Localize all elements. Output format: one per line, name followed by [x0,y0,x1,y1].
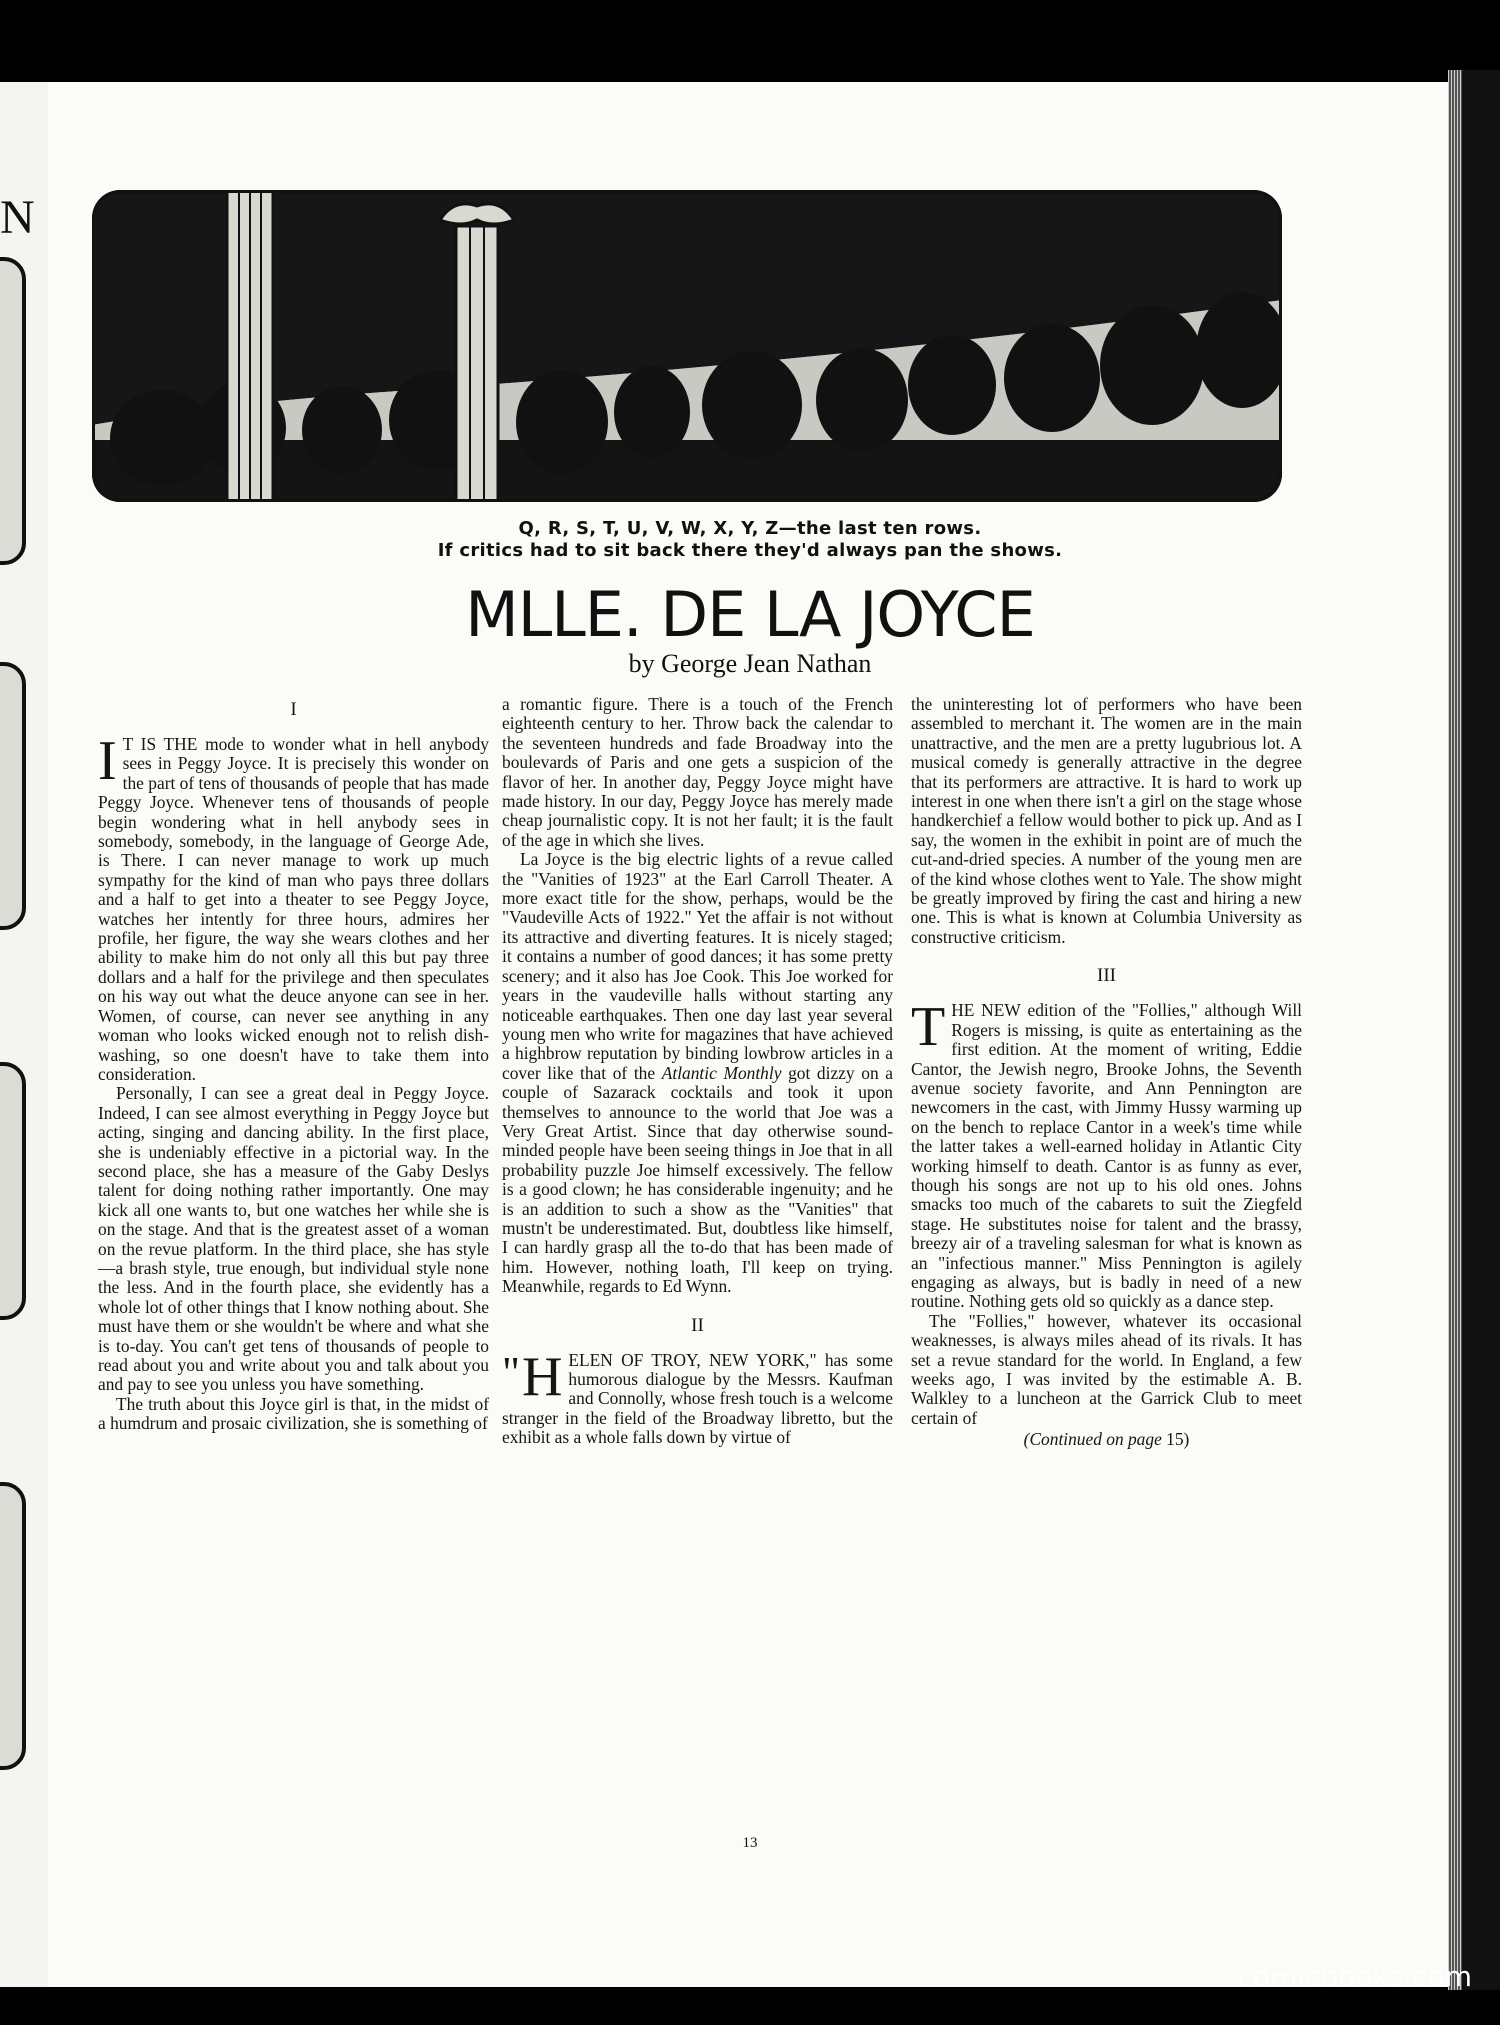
text-column-1 [98,695,489,1434]
caption-line-2: If critics had to sit back there they'd always pan the shows. [437,540,1063,561]
drop-cap: I [98,730,117,792]
section-heading: I [290,699,297,720]
paragraph-text: edition of the "Follies," although Will Rogers is missing, is quite as entertaining as the first edition. At the moment of writing, Eddie Cantor, the Jewish negro, Brooke Johns, the Seventh avenue society favorite, and Ann Pennington are newcomers in the cast, with Jimmy Hussy warming up on the bench to replace Cantor in a week's time while the latter takes a well-earned holiday in Atlantic City working himself to death. Cantor is as funny as ever, though his songs are not up to his old ones. Johns smacks too much of the cabarets to suit the Ziegfeld stage. He substitutes noise for talent and the brassy, breezy air of a traveling salesman for what is known as an "infectious manner." Miss Pennington is agilely engaging as always, but is badly in need of a new routine. Nothing gets old so quickly as a dance step. [911,1000,1302,1312]
paragraph: The "Follies," however, whatever its occasional weaknesses, is always miles ahead of its rivals. It has set a revue standard for the world. In England, a few weeks ago, I was invited by the estimable A. B. Walkley to a luncheon at the Garrick Club to meet certain of [911,1310,1302,1428]
drop-cap: T [911,996,946,1059]
paragraph [502,1345,893,1448]
paragraph: the uninteresting lot of performers who have been assembled to merchant it. The women are in the main unattractive, and the men are a pretty lugubrious lot. A musical comedy is generally attractive in the degree that its performers are attractive. It is hard to work up interest in one when there isn't a girl on the stage whose handkerchief a fellow would bother to pick up. And as I say, the women in the exhibit in point are of much the cut-and-dried species. A number of the young men are of the kind whose clothes went to Yale. The show might be greatly improved by firing the cast and hiring a new one. This is what is known at Columbia University as constructive criticism. [911,694,1302,947]
continued-label: (Continued on page [1023,1429,1162,1450]
paragraph [98,730,489,1084]
lead-in: T IS THE [122,734,198,754]
paragraph-text: got dizzy on a couple of Sazarack cocktails and took it upon themselves to announce to the world that Joe was a Very Great Artist. Since that day otherwise sound-minded people have been seeing things in Joe that in all probability puzzle Joe himself excessively. The fellow is a good clown; he has considerable ingenuity; and he is an addition to such a show as the "Vanities" that mustn't be underestimated. But, doubtless like himself, I can hardly grasp all the to-do that has been made of him. However, nothing loath, I'll keep on trying. Meanwhile, regards to Ed Wynn. [502,1062,893,1297]
opening-quote: " [502,1347,520,1397]
source-watermark: comicbooks.com [1237,1960,1472,1993]
paragraph: Personally, I can see a great deal in Peggy Joyce. Indeed, I can see almost everything in Peggy Joyce but acting, singing and dancing ability. In the first place, she is undeniably effective in a pictorial way. In the second place, she has a measure of the Gaby Deslys talent for doing nothing rather importantly. One may kick all one wants to, but one watches her while she is on the stage. And that is the greatest asset of a woman on the revue platform. In the third place, she has style—a brash style, true enough, but individual style none the less. And in the fourth place, she evidently has a whole lot of other things that I know nothing about. She must have them or she wouldn't be where and what she is to-day. You can't get tens of thousands of people to read about you and write about you and talk about you and pay to see you unless you have something. [98,1083,489,1395]
theater-audience-illustration [92,190,1282,502]
book-edge [1448,70,1500,1990]
section-heading: III [1097,965,1116,987]
illustration-caption [0,518,1500,562]
paragraph [502,850,893,1296]
paragraph-text: has some humorous dialogue by the Messrs. Kaufman and Connolly, whose fresh touch is a welcome stranger in the field of the Broadway libretto, but the exhibit as a whole falls down by virtue of [502,1349,893,1448]
paragraph: a romantic figure. There is a touch of the French eighteenth century to her. Throw back the calendar to the seventeen hundreds and fade Broadway into the boulevards of Paris and one gets a suspicion of the flavor of her. In another day, Peggy Joyce might have made history. In our day, Peggy Joyce has merely made cheap journalistic copy. It is not her fault; it is the fault of the age in which she lives. [502,694,893,850]
text-column-2 [502,695,893,1448]
paragraph [911,996,1302,1312]
continued-note [911,1430,1302,1449]
lead-in: ELEN OF TROY, NEW YORK," [568,1349,817,1370]
section-heading: II [691,1314,704,1336]
page-number: 13 [742,1835,758,1851]
paragraph-text: La Joyce is the big electric lights of a revue called the "Vanities of 1923" at the Earl Carroll Theater. A more exact title for the show, perhaps, would be the "Vaudeville Acts of 1922." Yet the affair is not without its attractive and diverting features. It is nicely staged; it contains a number of good dances; it has some pretty scenery; and it also has Joe Cook. This Joe worked for years in the vaudeville halls without starting any noticeable earthquakes. Then one day last year several young men who write for magazines that have achieved a highbrow reputation by binding lowbrow articles in a cover like that of the [502,849,893,1083]
facing-page-illustration [0,662,26,930]
article-byline: by George Jean Nathan [628,649,872,678]
article-title: MLLE. DE LA JOYCE [465,578,1035,651]
facing-page-illustration [0,1062,26,1320]
facing-page-illustration [0,1482,26,1770]
lead-in: HE NEW [951,1000,1021,1021]
drop-cap: H [521,1345,563,1408]
continued-page: 15) [1161,1429,1190,1450]
paragraph-text: mode to wonder what in hell anybody sees in Peggy Joyce. It is precisely this wonder on the part of tens of thousands of people that has made Peggy Joyce. Whenever tens of thousands of people begin wondering what in hell anybody sees in somebody, somebody, in the language of George Ade, is There. I can never manage to work up much sympathy for the kind of man who pays three dollars and a half to get into a theater to see Peggy Joyce, watches her intently for three hours, admires her profile, her figure, the way she wears clothes and her ability to make him do not only all this but pay three dollars and a half for the privilege and then speculates on his way out what the deuce anyone can see in her. Women, of course, can never see anything in any woman who looks wicked enough not to relish dish-washing, so one doesn't have to take them into consideration. [98,734,489,1084]
facing-page-edge [0,82,51,1987]
facing-page-letter: N [0,191,35,244]
caption-line-1: Q, R, S, T, U, V, W, X, Y, Z—the last ten rows. [518,518,982,539]
paragraph: The truth about this Joyce girl is that, in the midst of a humdrum and prosaic civilization, she is something of [98,1393,489,1434]
text-column-3 [911,695,1302,1450]
magazine-name: Atlantic Monthly [661,1062,782,1083]
left-column-decoration [227,190,273,502]
